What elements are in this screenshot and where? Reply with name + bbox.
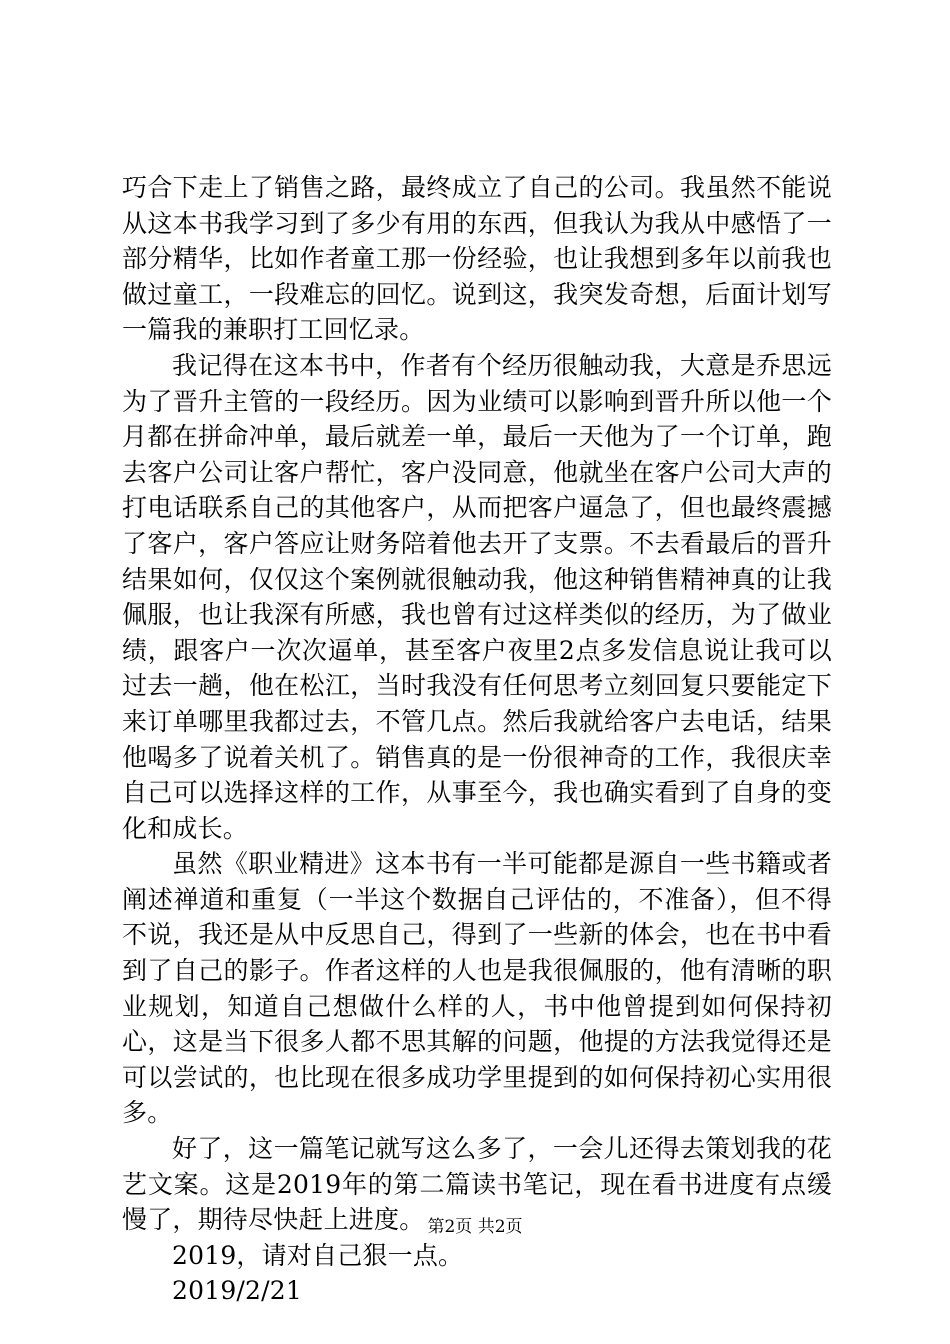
paragraph-closing: 好了，这一篇笔记就写这么多了，一会儿还得去策划我的花艺文案。这是2019年的第二篇读书笔记，现在看书进度有点缓慢了，期待尽快赶上进度。 [122, 1134, 832, 1235]
paragraph-continuation: 巧合下走上了销售之路，最终成立了自己的公司。我虽然不能说从这本书我学习到了多少有用的东西，但我认为我从中感悟了一部分精华，比如作者童工那一份经验，也让我想到多年以前我也做过童工，一段难忘的回忆。说到这，我突发奇想，后面计划写一篇我的兼职打工回忆录。 [122, 173, 832, 345]
paragraph-date: 2019/2/21 [172, 1276, 302, 1306]
paragraph-motto: 2019，请对自己狠一点。 [172, 1240, 464, 1270]
page-number: 第2页 共2页 [427, 1217, 523, 1237]
page-footer [0, 1216, 950, 1238]
paragraph-book-reflection: 虽然《职业精进》这本书有一半可能都是源自一些书籍或者阐述禅道和重复（一半这个数据自己评估的，不准备），但不得不说，我还是从中反思自己，得到了一些新的体会，也在书中看到了自己的影子。作者这样的人也是我很佩服的，他有清晰的职业规划，知道自己想做什么样的人，书中他曾提到如何保持初心，这是当下很多人都不思其解的问题，他提的方法我觉得还是可以尝试的，也比现在很多成功学里提到的如何保持初心实用很多。 [122, 849, 832, 1128]
document-body [122, 170, 832, 1309]
paragraph-promotion-story: 我记得在这本书中，作者有个经历很触动我，大意是乔思远为了晋升主管的一段经历。因为业绩可以影响到晋升所以他一个月都在拼命冲单，最后就差一单，最后一天他为了一个订单，跑去客户公司让客户帮忙，客户没同意，他就坐在客户公司大声的打电话联系自己的其他客户，从而把客户逼急了，但也最终震撼了客户，客户答应让财务陪着他去开了支票。不去看最后的晋升结果如何，仅仅这个案例就很触动我，他这种销售精神真的让我佩服，也让我深有所感，我也曾有过这样类似的经历，为了做业绩，跟客户一次次逼单，甚至客户夜里2点多发信息说让我可以过去一趟，他在松江，当时我没有任何思考立刻回复只要能定下来订单哪里我都过去，不管几点。然后我就给客户去电话，结果他喝多了说着关机了。销售真的是一份很神奇的工作，我很庆幸自己可以选择这样的工作，从事至今，我也确实看到了自身的变化和成长。 [122, 350, 832, 843]
